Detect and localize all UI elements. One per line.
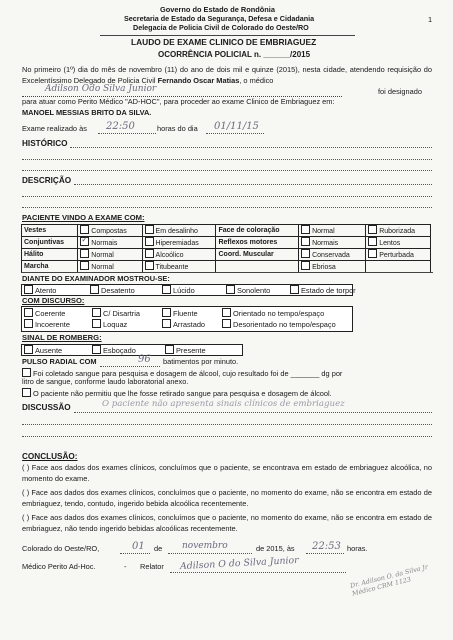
- option-label: Lúcido: [173, 286, 195, 295]
- closing-city: Colorado do Oeste/RO,: [22, 544, 100, 553]
- discurso-option[interactable]: [222, 308, 324, 319]
- checkbox[interactable]: [92, 345, 101, 354]
- option-label: Loquaz: [103, 320, 128, 329]
- discussao-line-2: [22, 424, 432, 425]
- discurso-option[interactable]: [162, 319, 205, 330]
- checkbox[interactable]: [92, 319, 101, 328]
- historico-line-1: [70, 147, 432, 148]
- checkbox[interactable]: [80, 225, 89, 234]
- option-label: Atento: [35, 286, 57, 295]
- checkbox[interactable]: [368, 237, 377, 246]
- patient-option[interactable]: [142, 249, 216, 261]
- intro-text-a: No primeiro (1º) dia do mês de novembro (11) do ano de dois mil e quinze (2015), nesta cidade, atendendo requisição do Excelentíssimo Delegado de Policia Civil: [22, 65, 432, 85]
- option-label: Perturbada: [379, 252, 414, 260]
- empty-cell: [366, 261, 431, 273]
- romberg-option-1[interactable]: [92, 345, 136, 356]
- document-title: LAUDO DE EXAME CLINICO DE EMBRIAGUEZ: [131, 37, 317, 47]
- option-label: Desatento: [101, 286, 135, 295]
- checkbox[interactable]: [22, 368, 31, 377]
- option-label: Ruborizada: [379, 228, 416, 235]
- checkbox[interactable]: [145, 249, 154, 258]
- paciente-heading: PACIENTE VINDO A EXAME COM:: [22, 213, 145, 222]
- checkbox[interactable]: [90, 285, 99, 294]
- option-label: Normais: [312, 240, 339, 248]
- pulse-suffix: batimentos por minuto.: [163, 357, 239, 366]
- option-label: Arrastado: [173, 320, 206, 329]
- intro-text-c: para atuar como Perito Médico "AD-HOC", para proceder ao exame Clinico de Embriaguez em:: [22, 97, 335, 106]
- subject-name: MANOEL MESSIAS BRITO DA SILVA.: [22, 108, 152, 117]
- checkbox[interactable]: [162, 319, 171, 328]
- pulso-heading: PULSO RADIAL COM: [22, 357, 97, 366]
- exam-time-line: [98, 133, 156, 134]
- pulse-value-line: [100, 366, 160, 367]
- occurrence-number: OCORRÊNCIA POLICIAL n. ______/2015: [158, 50, 311, 59]
- exam-label-start: Exame realizado às: [22, 124, 87, 133]
- checkbox[interactable]: [301, 249, 310, 258]
- doctor-stamp: Dr. Adilson O. da Silva Jr Médico CRM 1123: [349, 562, 429, 598]
- discurso-option[interactable]: [92, 308, 140, 319]
- patient-option[interactable]: [142, 237, 216, 249]
- discussao-handwritten: O paciente não apresenta sinais clínicos de embriaguez: [102, 399, 345, 409]
- checkbox[interactable]: [145, 237, 154, 246]
- closing-time-line: [306, 553, 344, 554]
- option-label: Esboçado: [103, 346, 136, 355]
- patient-row: [22, 237, 431, 249]
- romberg-option-0[interactable]: [24, 345, 62, 356]
- option-label: Normal: [91, 264, 114, 272]
- checkbox[interactable]: [22, 388, 31, 397]
- exam-time-handwritten: 22:50: [106, 121, 135, 132]
- blood-line-2: litro de sangue, conforme laudo laboratorial anexo.: [22, 377, 189, 386]
- patient-condition-table: [21, 224, 431, 273]
- checkbox[interactable]: [290, 285, 299, 294]
- option-label: Compostas: [91, 228, 127, 235]
- patient-option[interactable]: [299, 225, 366, 237]
- closing-horas: horas.: [347, 544, 368, 553]
- checkbox[interactable]: [145, 261, 154, 270]
- option-label: Presente: [176, 346, 206, 355]
- blood-line-1: Foi coletado sangue para pesquisa e dosagem de álcool, cujo resultado foi de _______ dg por: [33, 369, 343, 378]
- patient-option[interactable]: [78, 249, 142, 261]
- patient-option[interactable]: [366, 225, 431, 237]
- row-label: Conjuntivas: [22, 237, 78, 249]
- option-label: Normais: [91, 240, 118, 248]
- descricao-line-2: [22, 196, 432, 197]
- header-line2: Secretaria de Estado da Segurança, Defesa e Cidadania: [124, 14, 315, 23]
- option-label: Normal: [91, 252, 114, 260]
- checkbox[interactable]: [301, 237, 310, 246]
- header-line3: Delegacia de Policia Civil de Colorado do Oeste/RO: [133, 23, 309, 32]
- checkbox[interactable]: [24, 345, 33, 354]
- patient-row: [22, 261, 431, 273]
- historico-line-2: [22, 159, 432, 160]
- checkbox[interactable]: [80, 261, 89, 270]
- row-label: Vestes: [22, 225, 78, 237]
- diante-option-1[interactable]: [90, 285, 135, 296]
- closing-time-handwritten: 22:53: [312, 541, 341, 552]
- conclusion-option-2: ( ) Face aos dados dos exames clínicos, concluímos que o paciente, no momento do exame, não se encontra em estado de embriaguez, não tendo ingerido bebidas alcoólicas recentemente.: [22, 513, 432, 533]
- option-label: Titubeante: [155, 264, 189, 272]
- diante-top-rule: [21, 272, 433, 273]
- option-label: Incoerente: [35, 320, 70, 329]
- row-label-2: Face de coloração: [216, 225, 299, 237]
- option-label: C/ Disartria: [103, 309, 140, 318]
- diante-option-4[interactable]: [290, 285, 356, 296]
- patient-option[interactable]: [78, 261, 142, 273]
- option-label: Sonolento: [237, 286, 271, 295]
- option-label: Coerente: [35, 309, 66, 318]
- checkbox[interactable]: [92, 308, 101, 317]
- conclusion-option-0: ( ) Face aos dados dos exames clínicos, concluímos que o paciente, se encontrava em estado de embriaguez alcoólica, no momento do exame.: [22, 463, 432, 483]
- closing-year: de 2015, às: [256, 544, 295, 553]
- option-label: Ausente: [35, 346, 63, 355]
- closing-month-line: [168, 553, 252, 554]
- exam-date-handwritten: 01/11/15: [214, 121, 259, 132]
- row-label: Marcha: [22, 261, 78, 273]
- discussao-heading: DISCUSSÃO: [22, 403, 71, 412]
- closing-day-line: [120, 553, 150, 554]
- historico-heading: HISTÓRICO: [22, 139, 68, 148]
- checkbox[interactable]: [301, 225, 310, 234]
- option-label: Desorientado no tempo/espaço: [233, 320, 336, 329]
- descricao-heading: DESCRIÇÃO: [22, 176, 72, 185]
- option-label: Orientado no tempo/espaço: [233, 309, 325, 318]
- descricao-line-1: [74, 184, 432, 185]
- signature-dash: -: [124, 562, 127, 571]
- descricao-line-3: [22, 207, 432, 208]
- row-label-2: Coord. Muscular: [216, 249, 299, 261]
- intro-text-b: , o médico: [239, 76, 274, 85]
- discurso-heading: COM DISCURSO:: [22, 296, 85, 305]
- discurso-option[interactable]: [24, 319, 70, 330]
- blood-line-3: O paciente não permitiu que lhe fosse retirado sangue para pesquisa e dosagem de álcool.: [33, 389, 332, 398]
- checkbox[interactable]: [24, 319, 33, 328]
- checkbox[interactable]: [222, 319, 231, 328]
- discurso-option[interactable]: [92, 319, 127, 330]
- pulse-value-handwritten: 96: [138, 354, 151, 365]
- checkbox[interactable]: [24, 308, 33, 317]
- header-line1: Governo do Estado de Rondônia: [160, 5, 275, 14]
- intro-paragraph: [22, 64, 432, 86]
- checkbox[interactable]: [222, 308, 231, 317]
- diante-option-3[interactable]: [226, 285, 270, 296]
- checkbox[interactable]: [24, 285, 33, 294]
- conclusao-heading: CONCLUSÃO:: [22, 452, 78, 461]
- patient-row: [22, 249, 431, 261]
- option-label: Ebriosa: [312, 264, 336, 272]
- relator-label: Relator: [140, 562, 164, 571]
- discussao-line-3: [22, 436, 432, 437]
- checkbox[interactable]: [145, 225, 154, 234]
- checkbox[interactable]: [162, 285, 171, 294]
- checkbox[interactable]: [165, 345, 174, 354]
- exam-label-mid: horas do dia: [157, 124, 198, 133]
- patient-option[interactable]: [142, 225, 216, 237]
- discussao-line-1: [74, 412, 432, 413]
- handwritten-signature: Adilson O do Silva Junior: [179, 554, 299, 573]
- closing-month-handwritten: novembro: [182, 541, 228, 551]
- discurso-option[interactable]: [24, 308, 65, 319]
- option-label: Fluente: [173, 309, 198, 318]
- patient-option[interactable]: [142, 261, 216, 273]
- patient-option[interactable]: [78, 237, 142, 249]
- closing-day-handwritten: 01: [132, 541, 145, 552]
- checkbox[interactable]: [368, 249, 377, 258]
- romberg-option-2[interactable]: [165, 345, 206, 356]
- conclusion-option-1: ( ) Face aos dados dos exames clínicos, concluímos que o paciente, no momento do exame, não se encontra em estado de embriaguez, tendo, contudo, ingerido bebida alcoólica recentemente.: [22, 488, 432, 508]
- discurso-option[interactable]: [162, 308, 198, 319]
- exam-date-line: [206, 133, 264, 134]
- patient-option[interactable]: [299, 261, 366, 273]
- patient-option[interactable]: [299, 237, 366, 249]
- blood-refused-item[interactable]: [22, 388, 332, 399]
- closing-de: de: [154, 544, 163, 553]
- delegate-name: Fernando Oscar Matias: [157, 76, 240, 85]
- row-label-2: [216, 261, 299, 273]
- checkbox[interactable]: [80, 249, 89, 258]
- romberg-heading: SINAL DE ROMBERG:: [22, 333, 102, 342]
- patient-option[interactable]: [366, 249, 431, 261]
- diante-option-0[interactable]: [24, 285, 56, 296]
- row-label: Hálito: [22, 249, 78, 261]
- doctor-name-handwritten: Adilson Odo Silva Junior: [45, 84, 157, 94]
- option-label: Em desalinho: [155, 228, 198, 235]
- row-label-2: Reflexos motores: [216, 237, 299, 249]
- designated-text: foi designado: [378, 87, 422, 96]
- checkbox[interactable]: [368, 225, 377, 234]
- option-label: Estado de torpor: [301, 286, 356, 295]
- diante-option-2[interactable]: [162, 285, 195, 296]
- title-top-rule: [100, 35, 355, 36]
- option-label: Normal: [312, 228, 335, 235]
- page-number: 1: [428, 15, 433, 24]
- historico-line-3: [22, 170, 432, 171]
- checkbox[interactable]: [301, 261, 310, 270]
- diante-heading: DIANTE DO EXAMINADOR MOSTROU-SE:: [22, 274, 170, 283]
- option-label: Conservada: [312, 252, 350, 260]
- discurso-option[interactable]: [222, 319, 336, 330]
- signature-label: Médico Perito Ad-Hoc.: [22, 562, 96, 571]
- option-label: Lentos: [379, 240, 401, 248]
- patient-option[interactable]: [366, 237, 431, 249]
- signature-line: [170, 572, 346, 573]
- checkbox[interactable]: [226, 285, 235, 294]
- checkbox[interactable]: [80, 237, 89, 246]
- option-label: Hiperemiadas: [155, 240, 199, 248]
- patient-option[interactable]: [299, 249, 366, 261]
- option-label: Alcoólico: [155, 252, 184, 260]
- checkbox[interactable]: [162, 308, 171, 317]
